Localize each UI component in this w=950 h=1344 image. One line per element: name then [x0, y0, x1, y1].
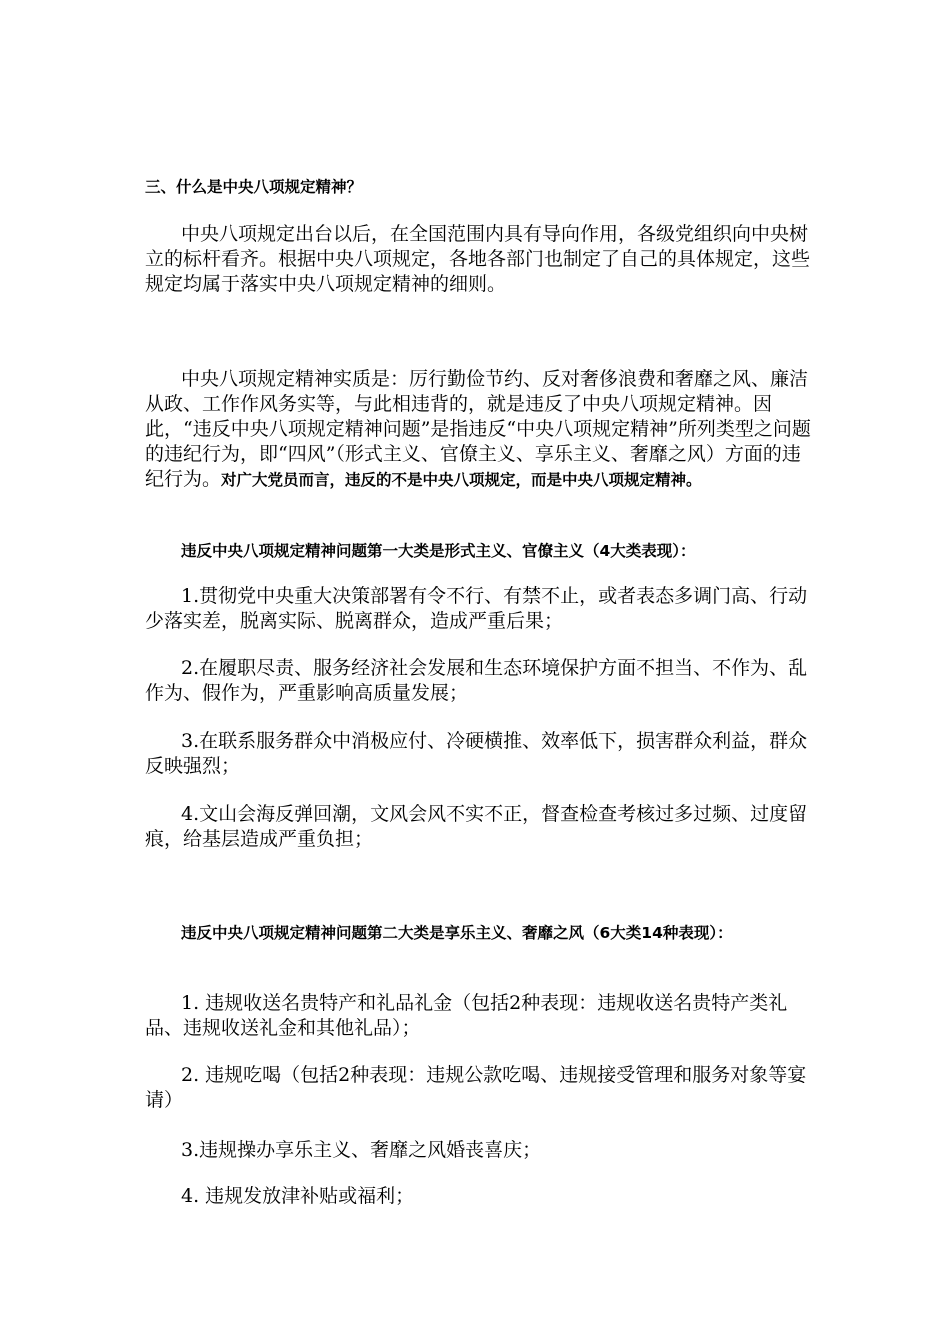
category2-heading: 违反中央八项规定精神问题第二大类是享乐主义、奢靡之风（6大类14种表现）： [181, 924, 733, 942]
category1-item: 2.在履职尽责、服务经济社会发展和生态环境保护方面不担当、不作为、乱作为、假作为，严重影响高质量发展； [145, 657, 808, 704]
paragraph-essence-emphasis: 对广大党员而言，违反的不是中央八项规定，而是中央八项规定精神。 [221, 471, 702, 489]
category2-item: 3.违规操办享乐主义、奢靡之风婚丧喜庆； [181, 1139, 542, 1161]
category2-item: 1. 违规收送名贵特产和礼品礼金（包括2种表现：违规收送名贵特产类礼品、违规收送礼金和其他礼品）； [145, 992, 788, 1039]
category1-heading: 违反中央八项规定精神问题第一大类是形式主义、官僚主义（4大类表现）： [181, 542, 696, 560]
category1-item: 3.在联系服务群众中消极应付、冷硬横推、效率低下，损害群众利益，群众反映强烈； [145, 730, 808, 777]
category2-item: 4. 违规发放津补贴或福利； [181, 1185, 415, 1207]
paragraph-essence [145, 367, 817, 493]
category2-item: 2. 违规吃喝（包括2种表现：违规公款吃喝、违规接受管理和服务对象等宴请） [145, 1064, 807, 1111]
paragraph-essence-text: 中央八项规定精神实质是：厉行勤俭节约、反对奢侈浪费和奢靡之风、廉洁从政、工作作风务实等，与此相违背的，就是违反了中央八项规定精神。因此，“违反中央八项规定精神问题”是指违反“中央八项规定精神”所列类型之问题的违纪行为，即“四风”（形式主义、官僚主义、享乐主义、奢靡之风）方面的违纪行为。 [145, 368, 811, 490]
paragraph-intro: 中央八项规定出台以后，在全国范围内具有导向作用，各级党组织向中央树立的标杆看齐。根据中央八项规定，各地各部门也制定了自己的具体规定，这些规定均属于落实中央八项规定精神的细则。 [145, 223, 811, 295]
category1-item: 4.文山会海反弹回潮，文风会风不实不正，督查检查考核过多过频、过度留痕，给基层造成严重负担； [145, 803, 808, 850]
category1-item: 1.贯彻党中央重大决策部署有令不行、有禁不止，或者表态多调门高、行动少落实差，脱离实际、脱离群众，造成严重后果； [145, 585, 808, 632]
section-heading: 三、什么是中央八项规定精神？ [145, 178, 363, 196]
